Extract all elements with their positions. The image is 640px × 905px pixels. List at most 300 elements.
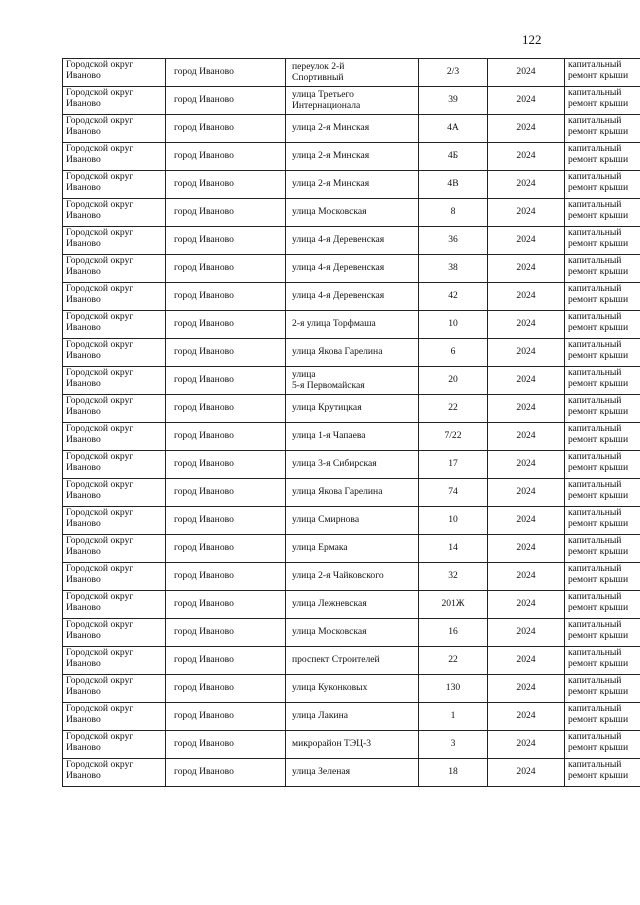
house-number-cell: 74 xyxy=(419,479,488,507)
work-type-cell-line: ремонт крыши xyxy=(568,517,629,529)
work-type-cell xyxy=(565,255,640,283)
work-type-cell-line: капитальный xyxy=(568,535,622,546)
year-cell: 2024 xyxy=(488,367,565,395)
municipality-cell xyxy=(63,535,166,563)
work-type-cell-line: капитальный xyxy=(568,339,622,350)
municipality-cell-line: Городской округ xyxy=(66,115,134,126)
settlement-cell: город Иваново xyxy=(166,647,286,675)
work-type-cell xyxy=(565,675,640,703)
work-type-cell-line: капитальный xyxy=(568,367,622,378)
house-number-cell: 6 xyxy=(419,339,488,367)
table-row xyxy=(63,199,640,227)
street-cell xyxy=(286,255,419,283)
municipality-cell xyxy=(63,171,166,199)
street-cell-line: улица 2-я Минская xyxy=(292,122,370,134)
street-cell xyxy=(286,115,419,143)
work-type-cell xyxy=(565,311,640,339)
street-cell xyxy=(286,171,419,199)
municipality-cell-line: Городской округ xyxy=(66,227,134,238)
work-type-cell-line: капитальный xyxy=(568,171,622,182)
settlement-cell: город Иваново xyxy=(166,507,286,535)
work-type-cell xyxy=(565,227,640,255)
work-type-cell xyxy=(565,395,640,423)
work-type-cell-line: ремонт крыши xyxy=(568,265,629,277)
street-cell xyxy=(286,703,419,731)
street-cell xyxy=(286,507,419,535)
street-cell-line: улица Лакина xyxy=(292,710,349,722)
municipality-cell xyxy=(63,227,166,255)
street-cell-line: улица Ермака xyxy=(292,542,348,554)
table-row xyxy=(63,731,640,759)
municipality-cell-line: Городской округ xyxy=(66,143,134,154)
settlement-cell: город Иваново xyxy=(166,339,286,367)
year-cell: 2024 xyxy=(488,59,565,87)
street-cell xyxy=(286,59,419,87)
settlement-cell: город Иваново xyxy=(166,227,286,255)
street-cell-line: улица 1-я Чапаева xyxy=(292,430,366,442)
year-cell: 2024 xyxy=(488,143,565,171)
table-row xyxy=(63,87,640,115)
work-type-cell-line: капитальный xyxy=(568,703,622,714)
work-type-cell-line: капитальный xyxy=(568,311,622,322)
settlement-cell: город Иваново xyxy=(166,115,286,143)
municipality-cell xyxy=(63,619,166,647)
work-type-cell-line: капитальный xyxy=(568,479,622,490)
house-number-cell: 36 xyxy=(419,227,488,255)
settlement-cell: город Иваново xyxy=(166,171,286,199)
municipality-cell xyxy=(63,563,166,591)
street-cell xyxy=(286,227,419,255)
work-type-cell xyxy=(565,591,640,619)
settlement-cell: город Иваново xyxy=(166,675,286,703)
municipality-cell xyxy=(63,451,166,479)
table-row xyxy=(63,619,640,647)
street-cell-line: улица Куконковых xyxy=(292,682,368,694)
work-type-cell-line: ремонт крыши xyxy=(568,713,629,725)
municipality-cell-line: Иваново xyxy=(66,181,101,193)
page-number: 122 xyxy=(522,32,542,47)
settlement-cell: город Иваново xyxy=(166,619,286,647)
house-number-cell: 22 xyxy=(419,395,488,423)
street-cell-line: улица Якова Гарелина xyxy=(292,486,383,498)
work-type-cell xyxy=(565,759,640,787)
work-type-cell-line: капитальный xyxy=(568,423,622,434)
street-cell-line: улица 2-я Чайковского xyxy=(292,570,384,582)
municipality-cell-line: Иваново xyxy=(66,209,101,221)
table-row xyxy=(63,647,640,675)
house-number-cell: 130 xyxy=(419,675,488,703)
house-number-cell: 10 xyxy=(419,311,488,339)
street-cell-line: улица Лежневская xyxy=(292,598,367,610)
work-type-cell-line: капитальный xyxy=(568,563,622,574)
municipality-cell xyxy=(63,591,166,619)
municipality-cell-line: Городской округ xyxy=(66,591,134,602)
table-row xyxy=(63,535,640,563)
municipality-cell-line: Иваново xyxy=(66,517,101,529)
settlement-cell: город Иваново xyxy=(166,535,286,563)
table-body xyxy=(63,59,640,787)
table-row xyxy=(63,423,640,451)
street-cell xyxy=(286,535,419,563)
house-number-cell: 32 xyxy=(419,563,488,591)
municipality-cell-line: Городской округ xyxy=(66,255,134,266)
table-row xyxy=(63,255,640,283)
municipality-cell-line: Иваново xyxy=(66,461,101,473)
year-cell: 2024 xyxy=(488,227,565,255)
municipality-cell xyxy=(63,395,166,423)
work-type-cell-line: ремонт крыши xyxy=(568,545,629,557)
street-cell xyxy=(286,479,419,507)
work-type-cell xyxy=(565,507,640,535)
table-row xyxy=(63,171,640,199)
municipality-cell-line: Иваново xyxy=(66,769,101,781)
work-type-cell xyxy=(565,563,640,591)
street-cell xyxy=(286,311,419,339)
street-cell xyxy=(286,199,419,227)
work-type-cell-line: капитальный xyxy=(568,591,622,602)
municipality-cell-line: Городской округ xyxy=(66,59,134,70)
settlement-cell: город Иваново xyxy=(166,199,286,227)
work-type-cell-line: капитальный xyxy=(568,675,622,686)
house-number-cell: 22 xyxy=(419,647,488,675)
street-cell-line: Спортивный xyxy=(292,71,344,83)
municipality-cell xyxy=(63,255,166,283)
work-type-cell xyxy=(565,339,640,367)
work-type-cell-line: капитальный xyxy=(568,507,622,518)
work-type-cell xyxy=(565,535,640,563)
work-type-cell-line: капитальный xyxy=(568,395,622,406)
street-cell-line: микрорайон ТЭЦ-3 xyxy=(292,738,372,750)
municipality-cell xyxy=(63,647,166,675)
street-cell-line: 2-я улица Торфмаша xyxy=(292,318,376,330)
municipality-cell-line: Иваново xyxy=(66,545,101,557)
street-cell-line: улица Якова Гарелина xyxy=(292,346,383,358)
work-type-cell-line: ремонт крыши xyxy=(568,293,629,305)
street-cell-line: улица Московская xyxy=(292,206,367,218)
settlement-cell: город Иваново xyxy=(166,367,286,395)
table-row xyxy=(63,311,640,339)
year-cell: 2024 xyxy=(488,507,565,535)
year-cell: 2024 xyxy=(488,451,565,479)
municipality-cell xyxy=(63,675,166,703)
municipality-cell-line: Городской округ xyxy=(66,479,134,490)
municipality-cell-line: Иваново xyxy=(66,741,101,753)
work-type-cell xyxy=(565,171,640,199)
work-type-cell-line: ремонт крыши xyxy=(568,237,629,249)
municipality-cell-line: Городской округ xyxy=(66,731,134,742)
municipality-cell-line: Иваново xyxy=(66,657,101,669)
work-type-cell-line: ремонт крыши xyxy=(568,573,629,585)
street-cell xyxy=(286,395,419,423)
street-cell xyxy=(286,423,419,451)
municipality-cell-line: Иваново xyxy=(66,685,101,697)
street-cell xyxy=(286,563,419,591)
municipality-cell-line: Городской округ xyxy=(66,199,134,210)
year-cell: 2024 xyxy=(488,591,565,619)
municipality-cell-line: Иваново xyxy=(66,573,101,585)
work-type-cell-line: ремонт крыши xyxy=(568,209,629,221)
work-type-cell xyxy=(565,619,640,647)
house-number-cell: 16 xyxy=(419,619,488,647)
municipality-cell xyxy=(63,731,166,759)
table-row xyxy=(63,675,640,703)
street-cell xyxy=(286,759,419,787)
house-number-cell: 18 xyxy=(419,759,488,787)
work-type-cell-line: капитальный xyxy=(568,283,622,294)
municipality-cell xyxy=(63,87,166,115)
work-type-cell-line: ремонт крыши xyxy=(568,321,629,333)
work-type-cell xyxy=(565,143,640,171)
work-type-cell-line: ремонт крыши xyxy=(568,125,629,137)
municipality-cell-line: Иваново xyxy=(66,153,101,165)
municipality-cell-line: Иваново xyxy=(66,377,101,389)
municipality-cell-line: Иваново xyxy=(66,237,101,249)
settlement-cell: город Иваново xyxy=(166,59,286,87)
municipality-cell-line: Городской округ xyxy=(66,535,134,546)
year-cell: 2024 xyxy=(488,171,565,199)
street-cell-line: улица Крутицкая xyxy=(292,402,362,414)
work-type-cell xyxy=(565,87,640,115)
table-row xyxy=(63,227,640,255)
work-type-cell-line: ремонт крыши xyxy=(568,657,629,669)
work-type-cell-line: капитальный xyxy=(568,731,622,742)
table-row xyxy=(63,115,640,143)
street-cell-line: улица Смирнова xyxy=(292,514,360,526)
street-cell-line: улица Третьего xyxy=(292,89,354,100)
work-type-cell-line: капитальный xyxy=(568,619,622,630)
year-cell: 2024 xyxy=(488,619,565,647)
municipality-cell-line: Иваново xyxy=(66,265,101,277)
work-type-cell-line: ремонт крыши xyxy=(568,405,629,417)
municipality-cell-line: Городской округ xyxy=(66,507,134,518)
municipality-cell-line: Иваново xyxy=(66,433,101,445)
work-type-cell-line: капитальный xyxy=(568,227,622,238)
work-type-cell-line: ремонт крыши xyxy=(568,433,629,445)
table-row xyxy=(63,143,640,171)
municipality-cell-line: Городской округ xyxy=(66,339,134,350)
settlement-cell: город Иваново xyxy=(166,451,286,479)
municipality-cell xyxy=(63,59,166,87)
settlement-cell: город Иваново xyxy=(166,731,286,759)
table-row xyxy=(63,339,640,367)
year-cell: 2024 xyxy=(488,703,565,731)
municipality-cell-line: Иваново xyxy=(66,601,101,613)
work-type-cell xyxy=(565,199,640,227)
municipality-cell xyxy=(63,143,166,171)
work-type-cell-line: ремонт крыши xyxy=(568,97,629,109)
work-type-cell-line: ремонт крыши xyxy=(568,601,629,613)
settlement-cell: город Иваново xyxy=(166,563,286,591)
municipality-cell xyxy=(63,507,166,535)
municipality-cell-line: Иваново xyxy=(66,97,101,109)
work-type-cell xyxy=(565,703,640,731)
work-type-cell xyxy=(565,59,640,87)
municipality-cell xyxy=(63,199,166,227)
municipality-cell-line: Городской округ xyxy=(66,619,134,630)
work-type-cell xyxy=(565,479,640,507)
settlement-cell: город Иваново xyxy=(166,759,286,787)
work-type-cell-line: ремонт крыши xyxy=(568,769,629,781)
work-type-cell-line: ремонт крыши xyxy=(568,489,629,501)
table-row xyxy=(63,59,640,87)
work-type-cell-line: капитальный xyxy=(568,451,622,462)
house-number-cell: 2/3 xyxy=(419,59,488,87)
street-cell xyxy=(286,451,419,479)
municipality-cell xyxy=(63,339,166,367)
street-cell xyxy=(286,675,419,703)
municipality-cell-line: Городской округ xyxy=(66,451,134,462)
year-cell: 2024 xyxy=(488,759,565,787)
municipality-cell-line: Иваново xyxy=(66,713,101,725)
table-row xyxy=(63,563,640,591)
work-type-cell xyxy=(565,367,640,395)
work-type-cell-line: капитальный xyxy=(568,647,622,658)
street-cell-line: улица 2-я Минская xyxy=(292,178,370,190)
municipality-cell-line: Городской округ xyxy=(66,675,134,686)
work-type-cell-line: ремонт крыши xyxy=(568,69,629,81)
street-cell-line: улица xyxy=(292,369,316,380)
work-type-cell-line: ремонт крыши xyxy=(568,461,629,473)
year-cell: 2024 xyxy=(488,535,565,563)
capital-repair-table xyxy=(62,58,640,787)
house-number-cell: 42 xyxy=(419,283,488,311)
settlement-cell: город Иваново xyxy=(166,255,286,283)
municipality-cell-line: Иваново xyxy=(66,405,101,417)
work-type-cell-line: ремонт крыши xyxy=(568,741,629,753)
work-type-cell xyxy=(565,451,640,479)
table-row xyxy=(63,283,640,311)
municipality-cell xyxy=(63,423,166,451)
settlement-cell: город Иваново xyxy=(166,311,286,339)
municipality-cell-line: Городской округ xyxy=(66,283,134,294)
house-number-cell: 4Б xyxy=(419,143,488,171)
municipality-cell xyxy=(63,759,166,787)
settlement-cell: город Иваново xyxy=(166,87,286,115)
municipality-cell-line: Иваново xyxy=(66,629,101,641)
street-cell xyxy=(286,143,419,171)
municipality-cell xyxy=(63,283,166,311)
house-number-cell: 201Ж xyxy=(419,591,488,619)
work-type-cell-line: ремонт крыши xyxy=(568,181,629,193)
work-type-cell-line: капитальный xyxy=(568,143,622,154)
year-cell: 2024 xyxy=(488,731,565,759)
house-number-cell: 17 xyxy=(419,451,488,479)
year-cell: 2024 xyxy=(488,115,565,143)
work-type-cell xyxy=(565,731,640,759)
street-cell-line: Интернационала xyxy=(292,99,361,111)
house-number-cell: 10 xyxy=(419,507,488,535)
municipality-cell-line: Городской округ xyxy=(66,87,134,98)
street-cell xyxy=(286,87,419,115)
municipality-cell-line: Городской округ xyxy=(66,647,134,658)
settlement-cell: город Иваново xyxy=(166,143,286,171)
year-cell: 2024 xyxy=(488,255,565,283)
street-cell xyxy=(286,647,419,675)
municipality-cell-line: Иваново xyxy=(66,349,101,361)
house-number-cell: 4А xyxy=(419,115,488,143)
work-type-cell-line: ремонт крыши xyxy=(568,629,629,641)
street-cell-line: улица 4-я Деревенская xyxy=(292,262,385,274)
street-cell xyxy=(286,591,419,619)
work-type-cell xyxy=(565,423,640,451)
work-type-cell-line: ремонт крыши xyxy=(568,349,629,361)
work-type-cell-line: ремонт крыши xyxy=(568,377,629,389)
work-type-cell xyxy=(565,283,640,311)
work-type-cell-line: капитальный xyxy=(568,255,622,266)
street-cell-line: проспект Строителей xyxy=(292,654,380,666)
street-cell-line: 5-я Первомайская xyxy=(292,379,365,391)
work-type-cell xyxy=(565,647,640,675)
year-cell: 2024 xyxy=(488,423,565,451)
work-type-cell-line: капитальный xyxy=(568,115,622,126)
table-row xyxy=(63,395,640,423)
street-cell-line: переулок 2-й xyxy=(292,61,345,72)
municipality-cell-line: Иваново xyxy=(66,293,101,305)
municipality-cell-line: Городской округ xyxy=(66,759,134,770)
year-cell: 2024 xyxy=(488,563,565,591)
street-cell-line: улица 3-я Сибирская xyxy=(292,458,377,470)
work-type-cell-line: капитальный xyxy=(568,87,622,98)
year-cell: 2024 xyxy=(488,479,565,507)
work-type-cell-line: капитальный xyxy=(568,59,622,70)
municipality-cell xyxy=(63,479,166,507)
house-number-cell: 38 xyxy=(419,255,488,283)
street-cell-line: улица Зеленая xyxy=(292,766,351,778)
house-number-cell: 14 xyxy=(419,535,488,563)
work-type-cell-line: капитальный xyxy=(568,759,622,770)
street-cell xyxy=(286,339,419,367)
house-number-cell: 7/22 xyxy=(419,423,488,451)
year-cell: 2024 xyxy=(488,675,565,703)
municipality-cell-line: Городской округ xyxy=(66,367,134,378)
table-row xyxy=(63,759,640,787)
year-cell: 2024 xyxy=(488,283,565,311)
municipality-cell-line: Иваново xyxy=(66,125,101,137)
municipality-cell-line: Иваново xyxy=(66,321,101,333)
street-cell xyxy=(286,619,419,647)
year-cell: 2024 xyxy=(488,395,565,423)
street-cell-line: улица Московская xyxy=(292,626,367,638)
year-cell: 2024 xyxy=(488,647,565,675)
street-cell-line: улица 4-я Деревенская xyxy=(292,234,385,246)
work-type-cell-line: ремонт крыши xyxy=(568,685,629,697)
year-cell: 2024 xyxy=(488,339,565,367)
municipality-cell-line: Городской округ xyxy=(66,423,134,434)
street-cell xyxy=(286,731,419,759)
municipality-cell-line: Городской округ xyxy=(66,311,134,322)
settlement-cell: город Иваново xyxy=(166,703,286,731)
municipality-cell xyxy=(63,367,166,395)
settlement-cell: город Иваново xyxy=(166,423,286,451)
year-cell: 2024 xyxy=(488,199,565,227)
table-row xyxy=(63,703,640,731)
municipality-cell-line: Иваново xyxy=(66,489,101,501)
municipality-cell-line: Городской округ xyxy=(66,171,134,182)
house-number-cell: 20 xyxy=(419,367,488,395)
street-cell-line: улица 2-я Минская xyxy=(292,150,370,162)
table-row xyxy=(63,451,640,479)
table-row xyxy=(63,367,640,395)
house-number-cell: 4В xyxy=(419,171,488,199)
settlement-cell: город Иваново xyxy=(166,591,286,619)
house-number-cell: 1 xyxy=(419,703,488,731)
year-cell: 2024 xyxy=(488,311,565,339)
work-type-cell-line: капитальный xyxy=(568,199,622,210)
municipality-cell-line: Городской округ xyxy=(66,395,134,406)
house-number-cell: 39 xyxy=(419,87,488,115)
street-cell xyxy=(286,367,419,395)
municipality-cell xyxy=(63,311,166,339)
